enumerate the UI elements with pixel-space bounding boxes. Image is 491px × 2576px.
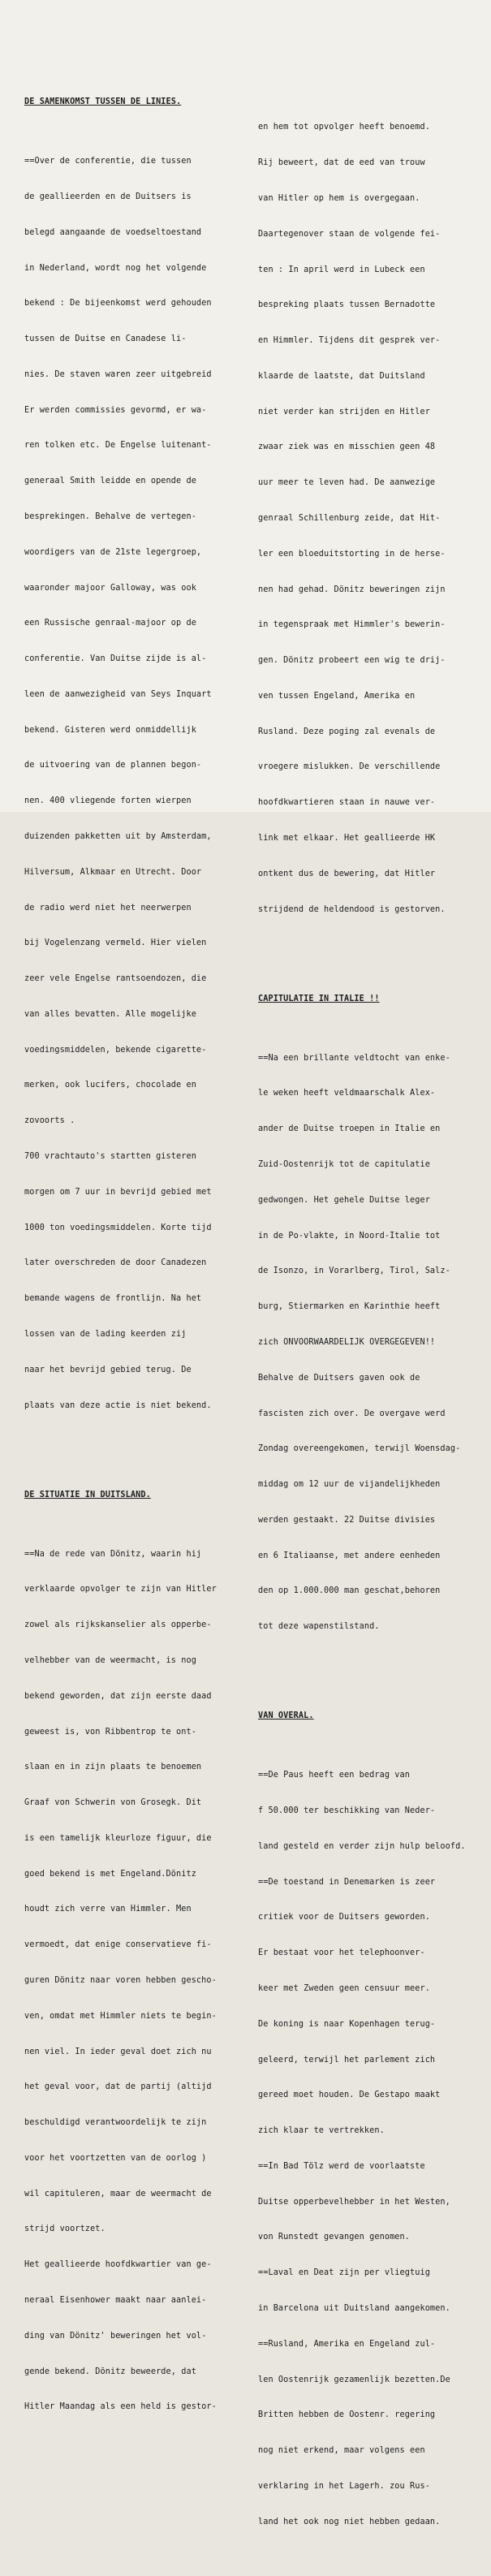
text-line: lossen van de lading keerden zij	[24, 1329, 187, 1339]
text-line: bespreking plaats tussen Bernadotte	[258, 300, 436, 310]
text-line: genraal Schillenburg zeide, dat Hit-	[258, 513, 441, 523]
text-line: leen de aanwezigheid van Seys Inquart	[24, 689, 212, 699]
text-line: ler een bloeduitstorting in de herse-	[258, 549, 446, 559]
text-line: tot deze wapenstilstand.	[258, 1622, 380, 1632]
text-line: Zondag overeengekomen, terwijl Woensdag-	[258, 1444, 461, 1454]
text-line: ander de Duitse troepen in Italie en	[258, 1124, 441, 1134]
text-line: merken, ook lucifers, chocolade en	[24, 1081, 196, 1090]
text-line: zowel als rijkskanselier als opperbe-	[24, 1620, 212, 1630]
section-body-van-overal	[258, 1746, 484, 2552]
text-line: waaronder majoor Galloway, was ook	[24, 583, 196, 593]
text-line: ven, omdat met Himmler niets te begin-	[24, 2011, 217, 2021]
text-line: naar het bevrijd gebied terug. De	[24, 1365, 192, 1374]
text-line: belegd aangaande de voedseltoestand	[24, 227, 202, 237]
text-line: het geval voor, dat de partij (altijd	[24, 2082, 212, 2092]
text-line: verklaring in het Lagerh. zou Rus-	[258, 2481, 430, 2491]
text-line: is een tamelijk kleurloze figuur, die	[24, 1833, 212, 1843]
text-line: bekend : De bijeenkomst werd gehouden	[24, 299, 212, 309]
text-line: later overschreden de door Canadezen	[24, 1258, 207, 1268]
text-line: land gesteld en verder zijn hulp beloofd.	[258, 1841, 466, 1851]
text-line: guren Dönitz naar voren hebben gescho-	[24, 1976, 217, 1985]
text-line: keer met Zweden geen censuur meer.	[258, 1984, 430, 1993]
text-line: gende bekend. Dönitz beweerde, dat	[24, 2367, 196, 2376]
text-line: Er werden commissies gevormd, er wa-	[24, 405, 207, 415]
text-line: de radio werd niet het neerwerpen	[24, 903, 192, 913]
text-line: in Nederland, wordt nog het volgende	[24, 263, 207, 273]
text-line: goed bekend is met Engeland.Dönitz	[24, 1869, 196, 1879]
text-line: van alles bevatten. Alle mogelijke	[24, 1009, 196, 1019]
text-line: bemande wagens de frontlijn. Na het	[24, 1294, 202, 1304]
text-line: slaan en in zijn plaats te benoemen	[24, 1763, 202, 1772]
text-line: vermoedt, dat enige conservatieve fi-	[24, 1940, 212, 1950]
text-line: burg, Stiermarken en Karinthie heeft	[258, 1302, 441, 1312]
text-line: gen. Dönitz probeert een wig te drij-	[258, 656, 446, 666]
text-line: len Oostenrijk gezamenlijk bezetten.De	[258, 2375, 450, 2384]
text-line: fascisten zich over. De overgave werd	[258, 1409, 446, 1418]
text-line: Hitler Maandag als een held is gestor-	[24, 2402, 217, 2412]
text-line: vroegere mislukken. De verschillende	[258, 762, 441, 772]
text-line: ren tolken etc. De Engelse luitenant-	[24, 441, 212, 451]
text-line: gereed moet houden. De Gestapo maakt	[258, 2091, 441, 2100]
text-line: ==In Bad Tölz werd de voorlaatste	[258, 2161, 425, 2171]
section-gap	[24, 1459, 242, 1465]
text-line: critiek voor de Duitsers geworden.	[258, 1913, 430, 1922]
text-line: nog niet erkend, maar volgens een	[258, 2446, 425, 2456]
text-line: en Himmler. Tijdens dit gesprek ver-	[258, 336, 441, 346]
text-line: ==Na een brillante veldtocht van enke-	[258, 1053, 450, 1063]
left-column	[24, 73, 242, 2461]
text-line: beschuldigd verantwoordelijk te zijn	[24, 2118, 207, 2128]
section-body-duitsland-continued	[258, 98, 484, 939]
text-line: klaarde de laatste, dat Duitsland	[258, 371, 425, 381]
text-line: Hilversum, Alkmaar en Utrecht. Door	[24, 867, 202, 877]
section-gap	[258, 1681, 484, 1687]
text-line: bekend geworden, dat zijn eerste daad	[24, 1691, 212, 1701]
text-line: ==Rusland, Amerika en Engeland zul-	[258, 2339, 436, 2349]
text-line: ==Na de rede van Dönitz, waarin hij	[24, 1549, 202, 1559]
text-line: zovoorts .	[24, 1116, 75, 1126]
section-heading-samenkomst: DE SAMENKOMST TUSSEN DE LINIES.	[24, 97, 182, 107]
text-line: de Isonzo, in Vorarlberg, Tirol, Salz-	[258, 1266, 450, 1276]
right-column	[258, 75, 484, 2576]
text-line: hoofdkwartieren staan in nauwe ver-	[258, 798, 436, 808]
text-line: een Russische genraal-majoor op de	[24, 619, 196, 628]
text-line: zich ONVOORWAARDELIJK OVERGEGEVEN!!	[258, 1337, 436, 1347]
text-line: verklaarde opvolger te zijn van Hitler	[24, 1585, 217, 1594]
text-line: geweest is, von Ribbentrop te ont-	[24, 1727, 196, 1737]
text-line: nen. 400 vliegende forten wierpen	[24, 796, 192, 806]
text-line: velhebber van de weermacht, is nog	[24, 1655, 196, 1665]
text-line: ==De Paus heeft een bedrag van	[258, 1771, 411, 1780]
text-line: zich klaar te vertrekken.	[258, 2126, 385, 2136]
text-line: in Barcelona uit Duitsland aangekomen.	[258, 2304, 450, 2314]
text-line: ==Laval en Deat zijn per vliegtuig	[258, 2268, 430, 2278]
text-line: houdt zich verre van Himmler. Men	[24, 1905, 192, 1914]
section-heading-italie: CAPITULATIE IN ITALIE !!	[258, 994, 380, 1003]
text-line: nen viel. In ieder geval doet zich nu	[24, 2047, 212, 2056]
text-line: land het ook nog niet hebben gedaan.	[258, 2517, 441, 2526]
text-line: Britten hebben de Oostenr. regering	[258, 2410, 436, 2420]
text-line: woordigers van de 21ste legergroep,	[24, 547, 202, 557]
text-line: le weken heeft veldmaarschalk Alex-	[258, 1089, 436, 1098]
text-line: 700 vrachtauto's startten gisteren	[24, 1152, 196, 1162]
text-line: generaal Smith leidde en opende de	[24, 477, 196, 486]
text-line: en hem tot opvolger heeft benoemd.	[258, 123, 430, 132]
text-line: Duitse opperbevelhebber in het Westen,	[258, 2197, 450, 2207]
text-line: uur meer te leven had. De aanwezige	[258, 478, 436, 488]
text-line: strijd voortzet.	[24, 2224, 106, 2234]
text-line: strijdend de heldendood is gestorven.	[258, 904, 446, 914]
text-line: Behalve de Duitsers gaven ook de	[258, 1373, 420, 1383]
text-line: wil capituleren, maar de weermacht de	[24, 2189, 212, 2198]
text-line: de uitvoering van de plannen begon-	[24, 761, 202, 770]
text-line: link met elkaar. Het geallieerde HK	[258, 834, 436, 843]
text-line: Rusland. Deze poging zal evenals de	[258, 727, 436, 736]
text-line: de geallieerden en de Duitsers is	[24, 192, 192, 201]
text-line: ontkent dus de bewering, dat Hitler	[258, 869, 436, 878]
text-line: nies. De staven waren zeer uitgebreid	[24, 369, 212, 379]
text-line: Daartegenover staan de volgende fei-	[258, 229, 441, 239]
text-line: Graaf von Schwerin von Grosegk. Dit	[24, 1798, 202, 1808]
text-line: von Runstedt gevangen genomen.	[258, 2233, 411, 2242]
text-line: conferentie. Van Duitse zijde is al-	[24, 654, 207, 664]
text-line: bij Vogelenzang vermeld. Hier vielen	[24, 938, 207, 948]
text-line: Het geallieerde hoofdkwartier van ge-	[24, 2260, 212, 2270]
text-line: Zuid-Oostenrijk tot de capitulatie	[258, 1160, 430, 1170]
text-line: plaats van deze actie is niet bekend.	[24, 1400, 212, 1410]
text-line: zeer vele Engelse rantsoendozen, die	[24, 974, 207, 984]
text-line: ding van Dönitz' beweringen het vol-	[24, 2331, 207, 2341]
text-line: f 50.000 ter beschikking van Neder-	[258, 1806, 436, 1816]
text-line: bekend. Gisteren werd onmiddellijk	[24, 725, 196, 735]
section-heading-van-overal: VAN OVERAL.	[258, 1711, 314, 1721]
text-line: De koning is naar Kopenhagen terug-	[258, 2019, 436, 2029]
text-line: voor het voortzetten van de oorlog )	[24, 2153, 207, 2163]
text-line: 1000 ton voedingsmiddelen. Korte tijd	[24, 1223, 212, 1232]
text-line: duizenden pakketten uit by Amsterdam,	[24, 832, 212, 841]
text-line: geleerd, terwijl het parlement zich	[258, 2055, 436, 2065]
text-line: ten : In april werd in Lubeck een	[258, 265, 425, 274]
section-body-italie	[258, 1029, 484, 1657]
text-line: in tegenspraak met Himmler's bewerin-	[258, 620, 446, 630]
text-line: neraal Eisenhower maakt naar aanlei-	[24, 2296, 207, 2306]
text-line: in de Po-vlakte, in Noord-Italie tot	[258, 1231, 441, 1241]
text-line: niet verder kan strijden en Hitler	[258, 407, 430, 416]
text-line: morgen om 7 uur in bevrijd gebied met	[24, 1187, 212, 1197]
text-line: Rij beweert, dat de eed van trouw	[258, 158, 425, 168]
section-gap	[258, 964, 484, 970]
text-line: tussen de Duitse en Canadese li-	[24, 334, 187, 344]
text-line: ven tussen Engeland, Amerika en	[258, 691, 416, 701]
text-line: den op 1.000.000 man geschat,behoren	[258, 1586, 441, 1596]
text-line: nen had gehad. Dönitz beweringen zijn	[258, 585, 446, 594]
text-line: werden gestaakt. 22 Duitse divisies	[258, 1515, 436, 1525]
text-line: voedingsmiddelen, bekende cigarette-	[24, 1045, 207, 1055]
text-line: Er bestaat voor het telephoonver-	[258, 1948, 425, 1958]
section-body-duitsland	[24, 1525, 242, 2437]
text-line: besprekingen. Behalve de vertegen-	[24, 511, 196, 521]
text-line: en 6 Italiaanse, met andere eenheden	[258, 1551, 441, 1560]
text-line: ==De toestand in Denemarken is zeer	[258, 1877, 436, 1887]
text-line: van Hitler op hem is overgegaan.	[258, 193, 420, 203]
section-heading-duitsland: DE SITUATIE IN DUITSLAND.	[24, 1490, 151, 1499]
text-line: middag om 12 uur de vijandelijkheden	[258, 1480, 441, 1490]
text-line: zwaar ziek was en misschien geen 48	[258, 442, 436, 452]
section-body-samenkomst	[24, 132, 242, 1435]
text-line: gedwongen. Het gehele Duitse leger	[258, 1195, 430, 1205]
text-line: ==Over de conferentie, die tussen	[24, 157, 192, 166]
